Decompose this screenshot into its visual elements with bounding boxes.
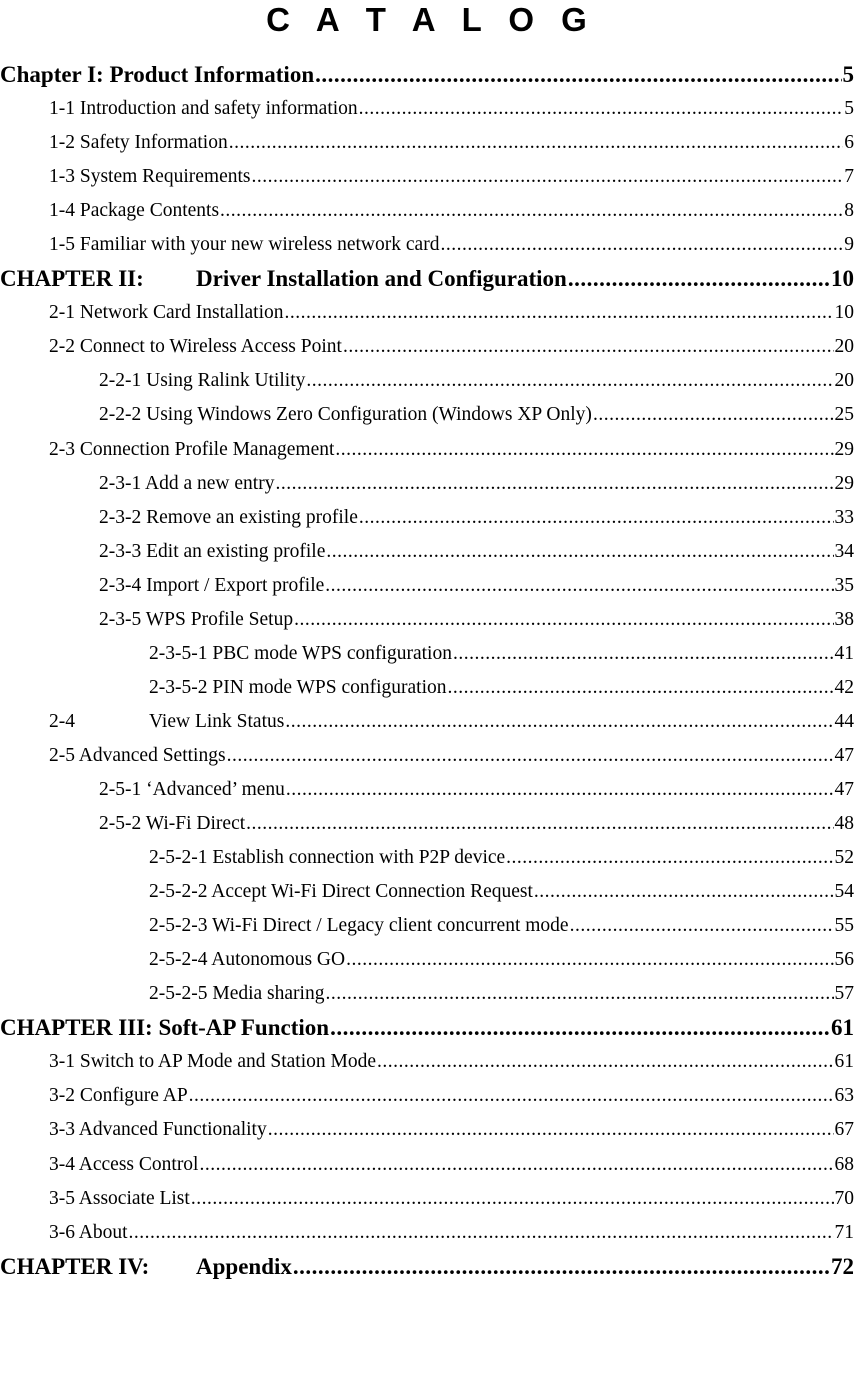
- dot-leader: [453, 637, 834, 671]
- toc-entry[interactable]: [0, 194, 862, 228]
- dot-leader: [275, 467, 833, 501]
- toc-entry[interactable]: [0, 535, 862, 569]
- toc-entry-page: 41: [834, 642, 854, 664]
- toc-entry-label: 2-3-5-2 PIN mode WPS configuration: [149, 676, 447, 698]
- toc-entry-label: 2-5-2-2 Accept Wi-Fi Direct Connection Request: [149, 881, 533, 903]
- toc-entry-label: Appendix: [196, 1253, 292, 1279]
- table-of-contents: [0, 58, 862, 1284]
- toc-entry[interactable]: [0, 364, 862, 398]
- dot-leader: [377, 1045, 834, 1079]
- toc-entry[interactable]: [0, 1148, 862, 1182]
- dot-leader: [229, 126, 844, 160]
- dot-leader: [251, 160, 843, 194]
- toc-entry[interactable]: [0, 160, 862, 194]
- toc-entry-page: 42: [834, 676, 854, 698]
- toc-entry-page: 48: [834, 813, 854, 835]
- dot-leader: [325, 569, 833, 603]
- toc-entry-page: 9: [844, 234, 854, 256]
- toc-entry-label: CHAPTER III: Soft-AP Function: [0, 1015, 330, 1041]
- toc-entry[interactable]: [0, 875, 862, 909]
- toc-entry[interactable]: [0, 262, 862, 296]
- toc-entry-page: 55: [834, 915, 854, 937]
- dot-leader: [330, 1011, 830, 1045]
- toc-entry-page: 34: [834, 540, 854, 562]
- dot-leader: [593, 398, 834, 432]
- dot-leader: [227, 739, 834, 773]
- toc-entry-page: 63: [834, 1085, 854, 1107]
- toc-entry-page: 67: [834, 1119, 854, 1141]
- dot-leader: [294, 603, 833, 637]
- toc-entry-page: 52: [834, 847, 854, 869]
- toc-entry[interactable]: [0, 467, 862, 501]
- toc-entry-page: 71: [834, 1221, 854, 1243]
- toc-entry-page: 68: [834, 1153, 854, 1175]
- toc-entry-page: 10: [831, 266, 854, 292]
- toc-entry-page: 72: [831, 1253, 854, 1279]
- toc-entry-label: 2-5-2-3 Wi-Fi Direct / Legacy client concurrent mode: [149, 915, 569, 937]
- dot-leader: [306, 364, 833, 398]
- toc-entry-page: 5: [844, 98, 854, 120]
- toc-entry[interactable]: [0, 92, 862, 126]
- dot-leader: [570, 909, 834, 943]
- dot-leader: [440, 228, 843, 262]
- toc-entry-label: 2-3 Connection Profile Management: [49, 438, 335, 460]
- toc-entry[interactable]: [0, 569, 862, 603]
- toc-entry-page: 47: [834, 744, 854, 766]
- toc-entry-page: 44: [834, 710, 854, 732]
- toc-entry-page: 33: [834, 506, 854, 528]
- toc-entry[interactable]: [0, 330, 862, 364]
- toc-entry-label: 2-3-4 Import / Export profile: [99, 574, 325, 596]
- toc-entry-label: View Link Status: [149, 710, 285, 732]
- toc-entry-label: 3-4 Access Control: [49, 1153, 199, 1175]
- toc-entry-page: 20: [834, 370, 854, 392]
- toc-entry-label: 2-5-2-5 Media sharing: [149, 983, 325, 1005]
- dot-leader: [343, 330, 834, 364]
- toc-entry[interactable]: [0, 739, 862, 773]
- toc-entry-label: 3-5 Associate List: [49, 1187, 190, 1209]
- toc-entry[interactable]: [0, 807, 862, 841]
- toc-entry-label: 3-1 Switch to AP Mode and Station Mode: [49, 1051, 376, 1073]
- toc-entry-page: 29: [834, 438, 854, 460]
- dot-leader: [191, 1182, 834, 1216]
- dot-leader: [285, 296, 834, 330]
- toc-entry-label: Chapter I: Product Information: [0, 62, 315, 87]
- toc-entry-page: 57: [834, 983, 854, 1005]
- toc-entry-page: 47: [834, 778, 854, 800]
- toc-entry[interactable]: [0, 1045, 862, 1079]
- toc-entry[interactable]: [0, 1113, 862, 1147]
- toc-entry-label: 2-3-3 Edit an existing profile: [99, 540, 326, 562]
- toc-entry-label: 3-2 Configure AP: [49, 1085, 188, 1107]
- toc-entry-page: 61: [831, 1015, 854, 1041]
- toc-entry-page: 56: [834, 949, 854, 971]
- toc-entry-page: 29: [834, 472, 854, 494]
- toc-entry-label: 2-5-1 ‘Advanced’ menu: [99, 778, 285, 800]
- toc-entry-label: 2-5 Advanced Settings: [49, 744, 226, 766]
- dot-leader: [220, 194, 843, 228]
- toc-entry-page: 7: [844, 166, 854, 188]
- toc-entry-label: 2-2-1 Using Ralink Utility: [99, 370, 306, 392]
- toc-entry[interactable]: [0, 1216, 862, 1250]
- toc-entry-label: 1-2 Safety Information: [49, 132, 228, 154]
- toc-entry[interactable]: [0, 58, 862, 92]
- dot-leader: [189, 1079, 834, 1113]
- dot-leader: [534, 875, 834, 909]
- toc-entry-label: 2-1 Network Card Installation: [49, 302, 284, 324]
- toc-entry-label: 2-5-2-4 Autonomous GO: [149, 949, 346, 971]
- toc-entry-page: 54: [834, 881, 854, 903]
- toc-entry[interactable]: [0, 501, 862, 535]
- dot-leader: [285, 705, 833, 739]
- toc-entry[interactable]: [0, 1011, 862, 1045]
- toc-entry-label: 2-5-2 Wi-Fi Direct: [99, 813, 246, 835]
- dot-leader: [293, 1250, 830, 1284]
- toc-entry[interactable]: [0, 671, 862, 705]
- toc-entry-label: 2-3-2 Remove an existing profile: [99, 506, 358, 528]
- toc-entry[interactable]: [0, 296, 862, 330]
- toc-entry[interactable]: [0, 705, 862, 739]
- dot-leader: [286, 773, 834, 807]
- toc-entry-number: 2-4: [49, 710, 75, 732]
- toc-entry-page: 70: [834, 1187, 854, 1209]
- dot-leader: [359, 92, 844, 126]
- toc-entry-page: 8: [844, 200, 854, 222]
- toc-entry-label: 2-3-5-1 PBC mode WPS configuration: [149, 642, 452, 664]
- toc-entry-label: 2-2 Connect to Wireless Access Point: [49, 336, 342, 358]
- toc-entry[interactable]: [0, 398, 862, 432]
- toc-entry-label: 2-5-2-1 Establish connection with P2P device: [149, 847, 506, 869]
- dot-leader: [568, 262, 830, 296]
- toc-entry-number: CHAPTER II:: [0, 266, 144, 292]
- toc-entry-label: 3-6 About: [49, 1221, 128, 1243]
- dot-leader: [315, 58, 841, 92]
- toc-entry[interactable]: [0, 603, 862, 637]
- toc-entry-label: Driver Installation and Configuration: [196, 266, 567, 292]
- toc-entry-label: 2-3-1 Add a new entry: [99, 472, 275, 494]
- toc-entry-page: 20: [834, 336, 854, 358]
- dot-leader: [359, 501, 834, 535]
- dot-leader: [325, 977, 833, 1011]
- toc-entry-label: 1-4 Package Contents: [49, 200, 220, 222]
- toc-entry-label: 1-1 Introduction and safety information: [49, 98, 358, 120]
- toc-entry[interactable]: [0, 841, 862, 875]
- toc-entry[interactable]: [0, 977, 862, 1011]
- dot-leader: [246, 807, 833, 841]
- toc-entry[interactable]: [0, 1250, 862, 1284]
- toc-entry[interactable]: [0, 433, 862, 467]
- toc-entry[interactable]: [0, 126, 862, 160]
- toc-entry[interactable]: [0, 943, 862, 977]
- dot-leader: [199, 1148, 833, 1182]
- dot-leader: [326, 535, 833, 569]
- toc-entry[interactable]: [0, 773, 862, 807]
- toc-entry-page: 61: [834, 1051, 854, 1073]
- toc-entry[interactable]: [0, 1182, 862, 1216]
- toc-entry-page: 5: [842, 62, 854, 87]
- toc-entry-label: 2-3-5 WPS Profile Setup: [99, 608, 294, 630]
- toc-entry-label: 2-2-2 Using Windows Zero Configuration (Windows XP Only): [99, 404, 592, 426]
- dot-leader: [506, 841, 833, 875]
- toc-entry-page: 35: [834, 574, 854, 596]
- toc-entry[interactable]: [0, 909, 862, 943]
- toc-entry-page: 38: [834, 608, 854, 630]
- toc-entry-label: 1-5 Familiar with your new wireless network card: [49, 234, 440, 256]
- toc-entry-page: 6: [844, 132, 854, 154]
- toc-entry-number: CHAPTER IV:: [0, 1253, 150, 1279]
- dot-leader: [129, 1216, 834, 1250]
- dot-leader: [268, 1113, 834, 1147]
- toc-entry[interactable]: [0, 637, 862, 671]
- toc-entry-label: 3-3 Advanced Functionality: [49, 1119, 267, 1141]
- toc-entry[interactable]: [0, 228, 862, 262]
- toc-entry-label: 1-3 System Requirements: [49, 166, 251, 188]
- dot-leader: [335, 433, 833, 467]
- toc-entry-page: 25: [834, 404, 854, 426]
- dot-leader: [448, 671, 834, 705]
- catalog-title: C A T A L O G: [266, 1, 596, 38]
- toc-entry-page: 10: [834, 302, 854, 324]
- dot-leader: [346, 943, 833, 977]
- toc-entry[interactable]: [0, 1079, 862, 1113]
